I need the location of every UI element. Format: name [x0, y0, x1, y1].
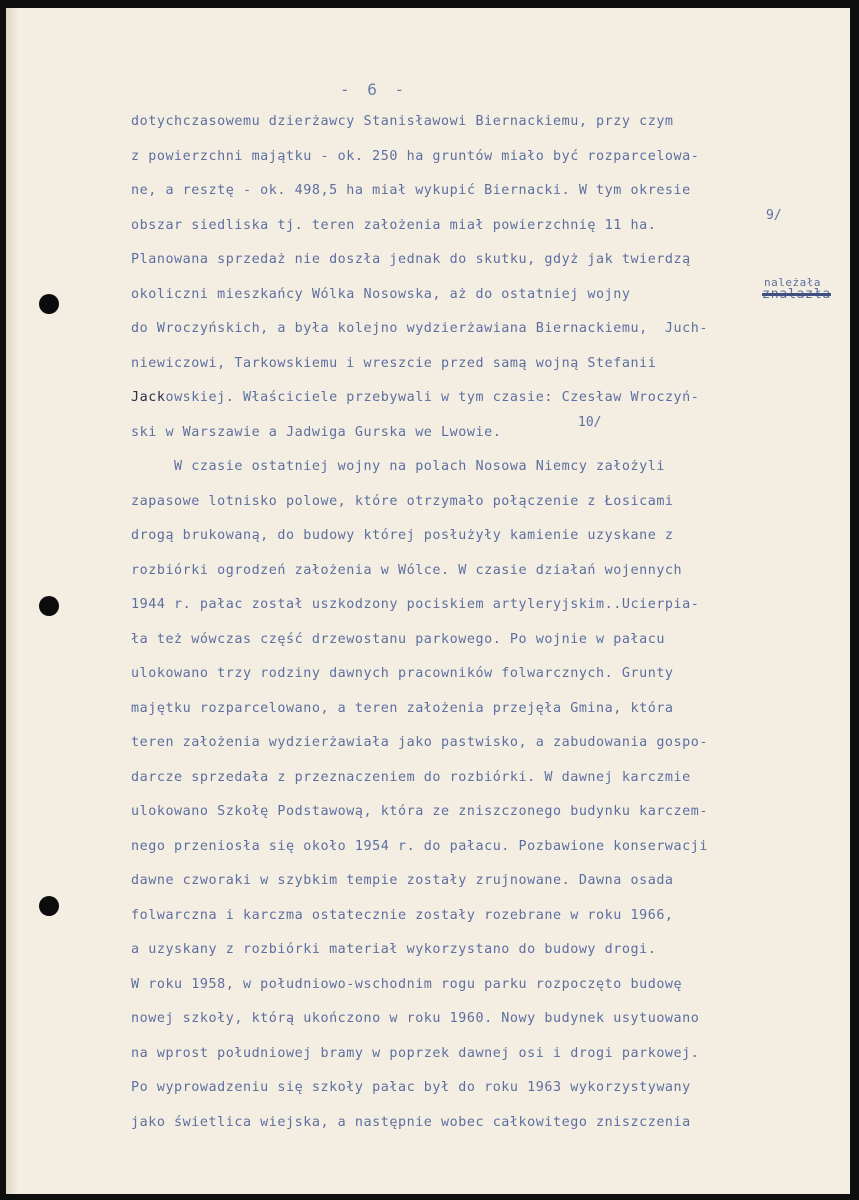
- text-line: majętku rozparcelowano, a teren założenia przejęła Gmina, która: [131, 701, 674, 716]
- text-line: ne, a resztę - ok. 498,5 ha miał wykupić Biernacki. W tym okresie: [131, 183, 691, 198]
- text-line: okoliczni mieszkańcy Wólka Nosowska, aż do ostatniej wojny: [131, 287, 631, 302]
- text-line: rozbiórki ogrodzeń założenia w Wólce. W czasie działań wojennych: [131, 563, 683, 578]
- text-line: z powierzchni majątku - ok. 250 ha gruntów miało być rozparcelowa-: [131, 149, 700, 164]
- text-line: W czasie ostatniej wojny na polach Nosowa Niemcy założyli: [131, 459, 665, 474]
- page-number: - 6 -: [340, 80, 409, 99]
- heavy-strike-text: Jack: [131, 390, 166, 405]
- paper-edge-shadow: [6, 8, 18, 1194]
- text-line: 1944 r. pałac został uszkodzony pociskiem artyleryjskim..Ucierpia-: [131, 597, 700, 612]
- text-line: ski w Warszawie a Jadwiga Gurska we Lwowie.: [131, 425, 502, 440]
- text-line: drogą brukowaną, do budowy której posłużyły kamienie uzyskane z: [131, 528, 674, 543]
- text-line: dotychczasowemu dzierżawcy Stanisławowi Biernackiemu, przy czym: [131, 114, 674, 129]
- text-line: jako świetlica wiejska, a następnie wobec całkowitego zniszczenia: [131, 1115, 691, 1130]
- text-line: nego przeniosła się około 1954 r. do pałacu. Pozbawione konserwacji: [131, 839, 708, 854]
- text-line: do Wroczyńskich, a była kolejno wydzierżawiana Biernackiemu, Juch-: [131, 321, 708, 336]
- text-line: dawne czworaki w szybkim tempie zostały zrujnowane. Dawna osada: [131, 873, 674, 888]
- text-line: nowej szkoły, którą ukończono w roku 1960. Nowy budynek usytuowano: [131, 1011, 700, 1026]
- struck-word: znalazła: [762, 287, 831, 302]
- punch-hole: [39, 596, 59, 616]
- text-line: Jackowskiej. Właściciele przebywali w tym czasie: Czesław Wroczyń-: [131, 390, 700, 405]
- text-line: obszar siedliska tj. teren założenia miał powierzchnię 11 ha.: [131, 218, 657, 233]
- text-line: folwarczna i karczma ostatecznie zostały rozebrane w roku 1966,: [131, 908, 674, 923]
- text-line: ła też wówczas część drzewostanu parkowego. Po wojnie w pałacu: [131, 632, 665, 647]
- text-line: darcze sprzedała z przeznaczeniem do rozbiórki. W dawnej karczmie: [131, 770, 691, 785]
- text-line: Planowana sprzedaż nie doszła jednak do skutku, gdyż jak twierdzą: [131, 252, 691, 267]
- text-line: na wprost południowej bramy w poprzek dawnej osi i drogi parkowej.: [131, 1046, 700, 1061]
- punch-hole: [39, 896, 59, 916]
- text-line: Po wyprowadzeniu się szkoły pałac był do roku 1963 wykorzystywany: [131, 1080, 691, 1095]
- text-line: zapasowe lotnisko polowe, które otrzymało połączenie z Łosicami: [131, 494, 674, 509]
- text-line: teren założenia wydzierżawiała jako pastwisko, a zabudowania gospo-: [131, 735, 708, 750]
- text-line: ulokowano trzy rodziny dawnych pracowników folwarcznych. Grunty: [131, 666, 674, 681]
- footnote-mark: 9/: [766, 208, 782, 223]
- footnote-mark: 10/: [578, 415, 602, 430]
- punch-hole: [39, 294, 59, 314]
- text-line: W roku 1958, w południowo-wschodnim rogu parku rozpoczęto budowę: [131, 977, 683, 992]
- text-line: niewiczowi, Tarkowskiemu i wreszcie przed samą wojną Stefanii: [131, 356, 657, 371]
- text-line: ulokowano Szkołę Podstawową, która ze zniszczonego budynku karczem-: [131, 804, 708, 819]
- text-line: a uzyskany z rozbiórki materiał wykorzystano do budowy drogi.: [131, 942, 657, 957]
- typed-correction: należała: [764, 276, 821, 289]
